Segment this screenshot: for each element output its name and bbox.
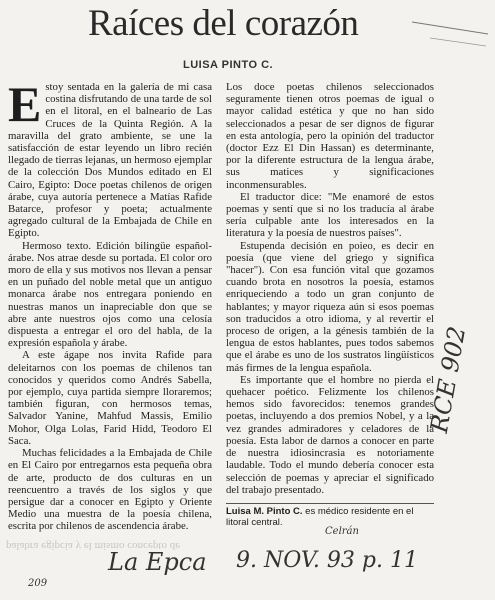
paragraph: Los doce poetas chilenos seleccionados seguramente tienen otros poemas de igual o mayor calidad estética y que no han sido seleccionados a pesar de ser dignos de figurar en esta antología, pero la opinión del traductor (doctor Ezz El Din Hassan) es determinante, por la diferente estructura de la lengua árabe, sus matices y significaciones inconmensurables. [226, 81, 434, 191]
paragraph: El traductor dice: "Me enamoré de estos poemas y sentí que si no los traducía al árabe sería culpable ante los interesados en la literatura y la poesía de nuestros países". [226, 190, 434, 240]
left-column [8, 76, 212, 533]
note-divider [226, 503, 434, 504]
paragraph: Muchas felicidades a la Embajada de Chile en El Cairo por entregarnos esta pequeña obra de arte, producto de dos culturas en un reencuentro a través de los siglos y que persigue dar a conocer en Egipto y Oriente Medio una muestra de la poesía chilena, escrita por chilenos de ascendencia árabe. [8, 447, 212, 533]
paragraph-text: stoy sentada en la galería de mi casa costina disfrutando de una tarde de sol en el litoral, en el balneario de Las Cruces de la Quinta Región. A la maravilla del grato ambiente, se une la satisfacción de estar leyendo un libro recién llegado de tierras lejanas, un hermoso ejemplar de la colección Dos Mundos editado en El Cairo, Egipto: Doce poetas chilenos de origen árabe, cuya autoría pertenece a Matías Rafide Batarce, profesor y poeta; actualmente agregado cultural de la Embajada de Chile en Egipto. [8, 81, 212, 240]
paragraph [8, 76, 212, 240]
right-column [226, 81, 434, 496]
handwritten-note: Celrán [325, 526, 359, 537]
handwritten-source: La Epca [108, 548, 207, 576]
handwritten-archive-code: RCE 902 [425, 324, 472, 435]
handwritten-date: 9. NOV. 93 p. 11 [236, 548, 418, 573]
paragraph: Estupenda decisión en poieo, es decir en poesía (que viene del griego y significa "hacer"). Con esa función vital que gozamos cuando brota en nosotros la poesía, estamos enriqueciendo a todo un gran conjunto de hablantes; y mayor riqueza aún si esos poemas son traducidos a otro idioma, y al revertir el proceso de origen, a la génesis también de la lengua de estos hablantes, pues todos sabemos que el árabe es uno de los sustratos lingüísticos más firmes de la lengua española. [226, 239, 434, 374]
article-author: LUISA PINTO C. [183, 59, 274, 71]
handwritten-page-number: 209 [28, 578, 48, 589]
paragraph: Hermoso texto. Edición bilingüe español-árabe. Nos atrae desde su portada. El color oro moro de ella y sus motivos nos llevan a pensar en un puñado del noble metal que un antiguo monarca árabe nos entregara poniendo en nuestras manos un inapreciable don que se abre ante nuestros ojos como una celosía dispuesta a entregar el oro del habla, de la expresión española y árabe. [8, 239, 212, 350]
pen-stroke-marks [410, 18, 490, 48]
drop-cap: E [8, 76, 42, 132]
paragraph: Es importante que el hombre no pierda el quehacer poético. Felizmente los chilenos hemos sido favorecidos: tenemos grandes poetas, incluyendo a dos premios Nobel, y a la vez grandes admiradores y celadores de la poesía. Esta labor de darnos a conocer en parte de nuestra idiosincrasia es notoriamente laudable. Todo el mundo debería conocer esta selección de poemas y apreciar el significado del trabajo presentado. [226, 373, 434, 496]
author-note [226, 506, 434, 528]
article-title: Raíces del corazón [88, 3, 359, 44]
author-note-text: es médico residente en el litoral central. [226, 506, 414, 528]
bleed-through-text: palabra egipcia y el mismo concepto de [6, 540, 181, 552]
author-note-name: Luisa M. Pinto C. [226, 506, 303, 517]
paragraph: A este ágape nos invita Rafide para deleitarnos con los poemas de chilenos tan conocidos y queridos como Andrés Sabella, por ejemplo, cuya partida siempre lloraremos; también figuran, con hermosos temas, Salvador Yanine, Mahfud Massis, Emilio Mohor, Olga Lolas, Farid Hidd, Teodoro El Saca. [8, 349, 212, 447]
